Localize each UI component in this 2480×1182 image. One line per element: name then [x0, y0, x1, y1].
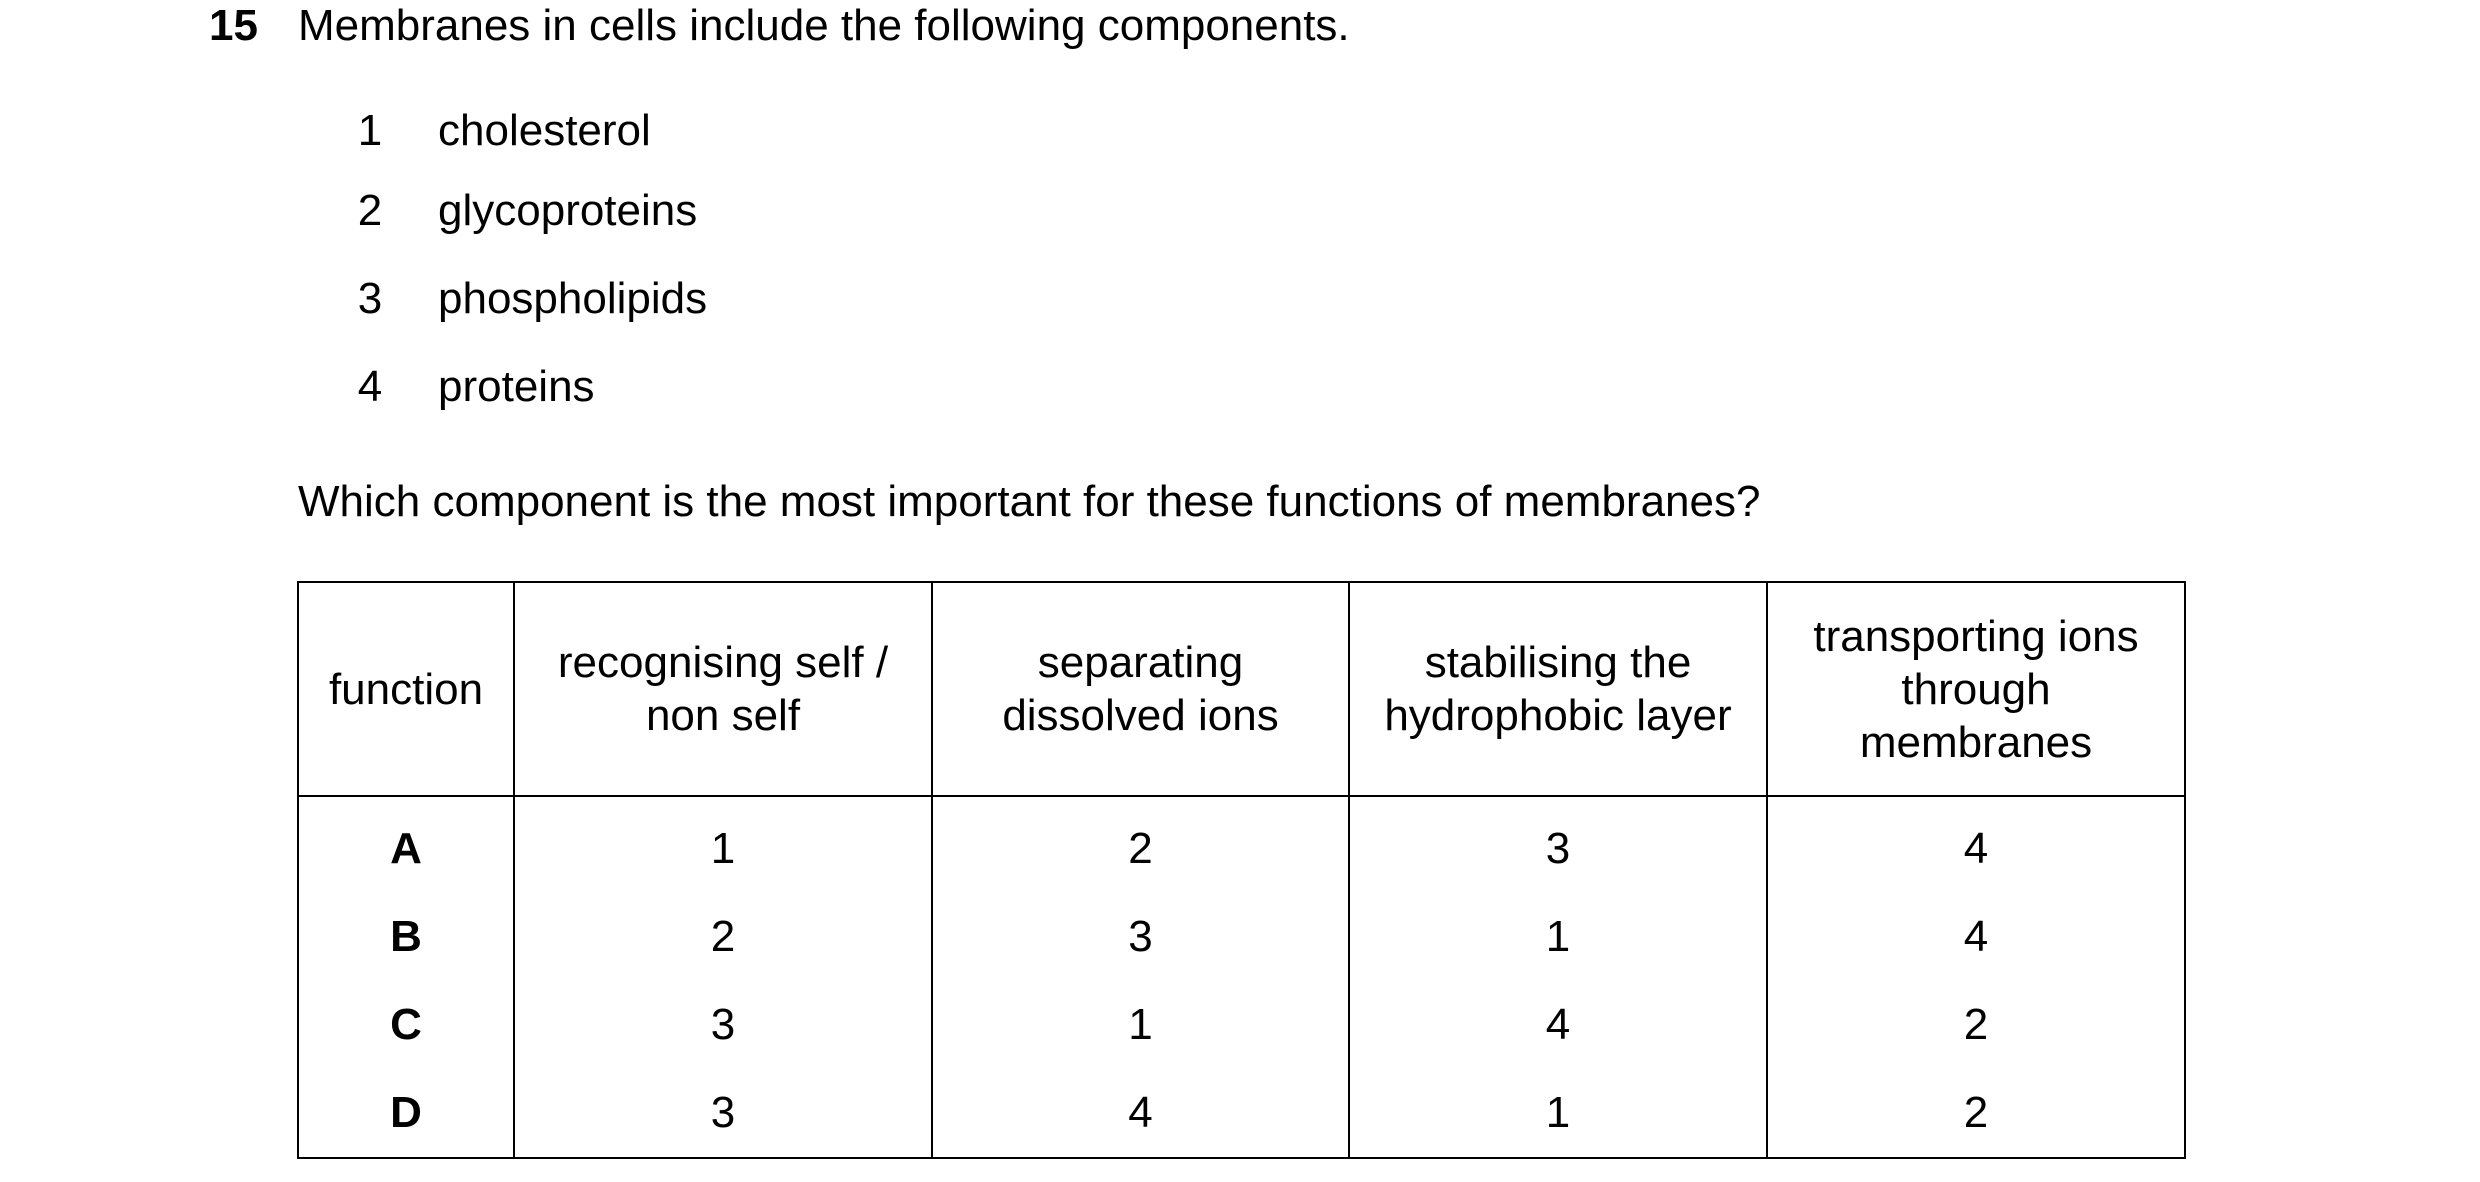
table-cell: 2	[1767, 1069, 2185, 1158]
table-cell: 3	[1349, 796, 1767, 893]
column-header-function	[298, 582, 514, 796]
table-row	[298, 1069, 2185, 1158]
answer-table	[297, 581, 2186, 1159]
option-letter: A	[298, 796, 514, 893]
column-header-transporting	[1767, 582, 2185, 796]
table-cell: 4	[932, 1069, 1349, 1158]
table-row	[298, 981, 2185, 1069]
column-header-recognising	[514, 582, 932, 796]
table-cell: 1	[514, 796, 932, 893]
table-cell: 1	[932, 981, 1349, 1069]
column-header-separating	[932, 582, 1349, 796]
table-cell: 4	[1767, 893, 2185, 981]
option-letter: D	[298, 1069, 514, 1158]
table-cell: 3	[514, 981, 932, 1069]
table-cell: 3	[932, 893, 1349, 981]
column-header-label: function	[328, 664, 484, 714]
question-number: 15	[209, 1, 258, 50]
option-letter: C	[298, 981, 514, 1069]
table-cell: 2	[932, 796, 1349, 893]
table-cell: 2	[514, 893, 932, 981]
column-header-stabilising	[1349, 582, 1767, 796]
question-stem: Membranes in cells include the following components.	[298, 1, 1350, 50]
component-name: cholesterol	[438, 106, 651, 155]
table-row	[298, 796, 2185, 893]
component-number: 4	[357, 362, 383, 411]
option-letter: B	[298, 893, 514, 981]
component-name: proteins	[438, 362, 595, 411]
component-name: glycoproteins	[438, 186, 698, 235]
component-number: 1	[357, 106, 383, 155]
table-row	[298, 893, 2185, 981]
table-cell: 1	[1349, 1069, 1767, 1158]
table-header-row	[298, 582, 2185, 796]
component-number: 3	[357, 274, 383, 323]
column-header-label: recognising self / non self	[557, 638, 889, 740]
column-header-label: separating dissolved ions	[1002, 638, 1279, 740]
component-name: phospholipids	[438, 274, 708, 323]
column-header-label: stabilising the hydrophobic layer	[1384, 638, 1732, 740]
table-cell: 2	[1767, 981, 2185, 1069]
column-header-label: transporting ions through membranes	[1813, 611, 2139, 767]
question-prompt: Which component is the most important for these functions of membranes?	[298, 477, 1761, 526]
table-cell: 3	[514, 1069, 932, 1158]
table-cell: 4	[1767, 796, 2185, 893]
table-cell: 1	[1349, 893, 1767, 981]
table-cell: 4	[1349, 981, 1767, 1069]
component-number: 2	[357, 186, 383, 235]
